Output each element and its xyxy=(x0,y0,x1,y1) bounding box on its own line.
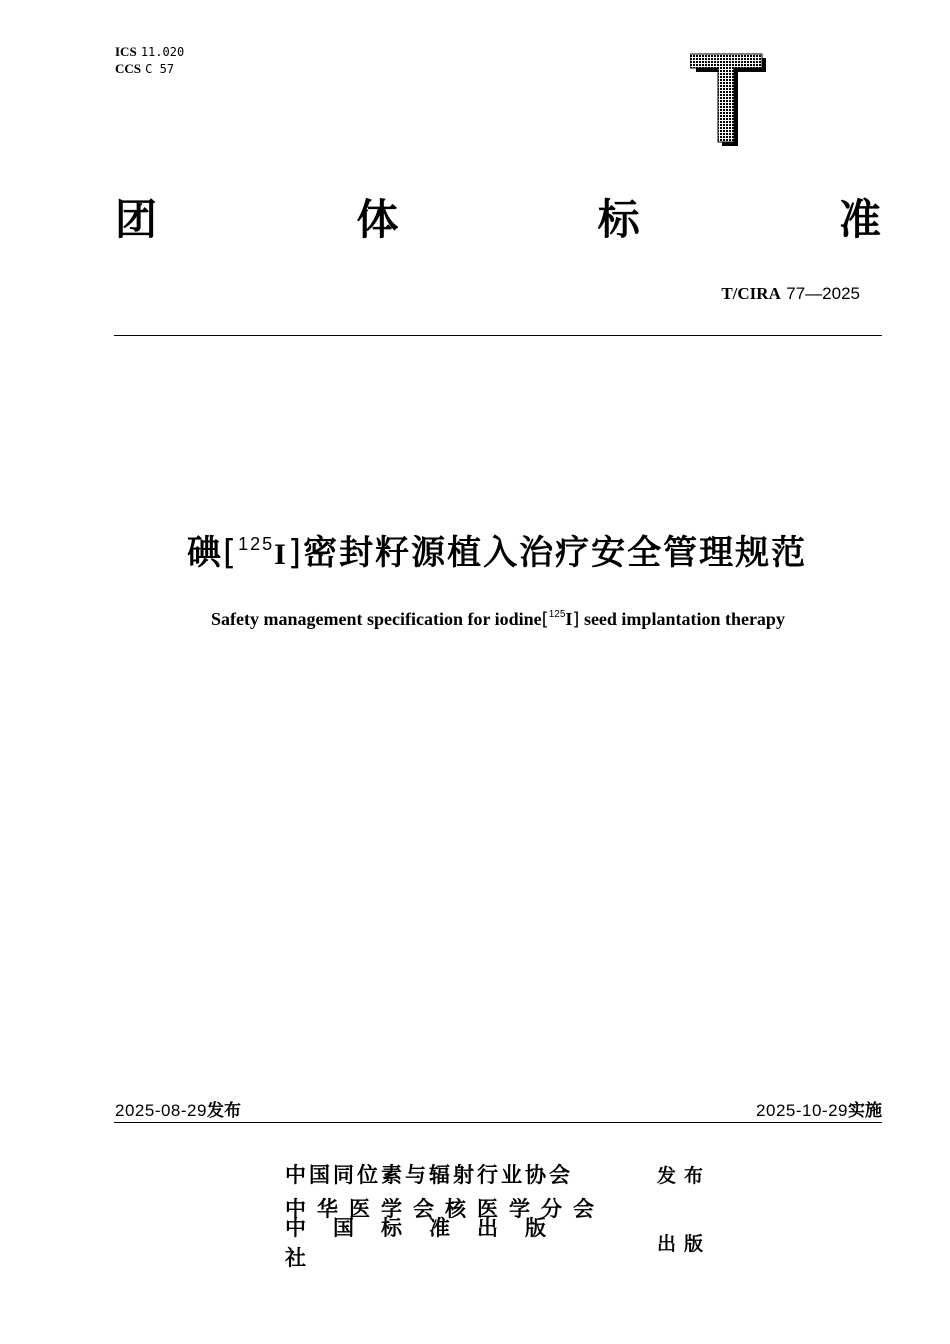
standard-type-char: 体 xyxy=(356,195,399,244)
issue-date xyxy=(115,1096,241,1121)
ics-label: ICS xyxy=(115,44,137,59)
effective-date-word: 实施 xyxy=(848,1101,882,1121)
org-row xyxy=(285,1216,712,1270)
title-cn-isotope-mass: 125 xyxy=(238,534,275,554)
title-cn-before: 碘 xyxy=(186,533,223,573)
issue-date-word: 发布 xyxy=(206,1101,241,1121)
ccs-code xyxy=(115,61,184,78)
bottom-divider xyxy=(114,1122,882,1123)
org-action: 出版 xyxy=(657,1232,712,1255)
effective-date xyxy=(756,1096,882,1121)
effective-date-value: 2025-10-29 xyxy=(756,1101,848,1120)
title-en-bracket-open: [ xyxy=(541,609,549,630)
publisher-block xyxy=(285,1157,712,1270)
standard-number-prefix: T/CIRA xyxy=(721,284,781,303)
org-name: 中华医学会核医学分会 xyxy=(285,1197,605,1221)
title-cn-bracket-open: [ xyxy=(222,533,239,573)
standard-type-char: 准 xyxy=(838,195,881,244)
ccs-label: CCS xyxy=(115,61,142,76)
standard-type-char: 团 xyxy=(115,195,158,244)
standard-type-heading xyxy=(115,192,881,248)
title-en-after: seed implantation therapy xyxy=(579,609,785,629)
org-name: 中国标准出版社 xyxy=(285,1216,573,1270)
ics-value: 11.020 xyxy=(140,45,185,59)
title-cn-after: 密封籽源植入治疗安全管理规范 xyxy=(303,533,808,573)
title-cn-element: I xyxy=(274,538,288,571)
top-divider xyxy=(114,335,882,336)
issue-date-value: 2025-08-29 xyxy=(115,1101,207,1120)
title-cn-bracket-close: ] xyxy=(287,533,304,573)
standard-number-value: 77—2025 xyxy=(786,284,860,303)
standard-number xyxy=(721,284,860,304)
ccs-value: C 57 xyxy=(145,62,175,76)
title-en-isotope-mass: 125 xyxy=(548,609,566,620)
title-english xyxy=(0,603,950,632)
ics-code xyxy=(115,44,184,61)
standard-type-char: 标 xyxy=(597,195,640,244)
org-name: 中国同位素与辐射行业协会 xyxy=(285,1163,573,1187)
org-action: 发布 xyxy=(657,1164,712,1187)
classification-codes xyxy=(115,44,184,78)
category-letter-logo xyxy=(690,52,768,148)
title-en-element: I xyxy=(565,609,573,629)
org-row xyxy=(285,1157,711,1191)
title-en-bracket-close: ] xyxy=(572,609,580,630)
title-en-before: Safety management specification for iodine xyxy=(211,609,542,629)
title-chinese xyxy=(0,518,950,581)
